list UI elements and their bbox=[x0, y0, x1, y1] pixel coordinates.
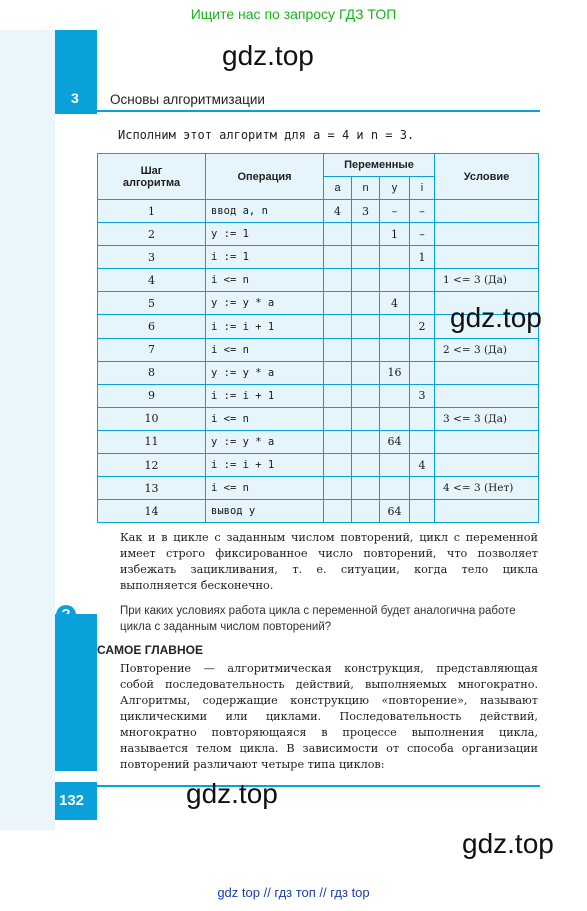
table-row bbox=[98, 477, 539, 500]
table-cell-i: 1 bbox=[410, 246, 435, 269]
table-cell-y: – bbox=[380, 200, 410, 223]
table-row bbox=[98, 338, 539, 361]
table-cell-i: 3 bbox=[410, 384, 435, 407]
table-row bbox=[98, 200, 539, 223]
table-cell-a bbox=[324, 361, 352, 384]
table-cell-operation: i := i + 1 bbox=[206, 454, 324, 477]
table-row bbox=[98, 384, 539, 407]
table-cell-y bbox=[380, 338, 410, 361]
table-cell-condition bbox=[435, 200, 539, 223]
table-cell-operation: i <= n bbox=[206, 477, 324, 500]
header-var-i: i bbox=[410, 177, 435, 200]
table-cell-step: 10 bbox=[98, 407, 206, 430]
table-cell-a bbox=[324, 338, 352, 361]
table-row bbox=[98, 223, 539, 246]
side-strip bbox=[0, 30, 55, 830]
header-var-n: n bbox=[352, 177, 380, 200]
table-cell-y bbox=[380, 269, 410, 292]
table-cell-a bbox=[324, 500, 352, 523]
table-cell-i bbox=[410, 500, 435, 523]
table-cell-operation: i <= n bbox=[206, 407, 324, 430]
table-cell-n bbox=[352, 315, 380, 338]
table-row bbox=[98, 430, 539, 453]
table-cell-step: 11 bbox=[98, 430, 206, 453]
table-cell-condition: 1 <= 3 (Да) bbox=[435, 269, 539, 292]
watermark: gdz.top bbox=[186, 778, 278, 809]
table-row bbox=[98, 361, 539, 384]
table-cell-operation: ввод a, n bbox=[206, 200, 324, 223]
top-banner[interactable]: Ищите нас по запросу ГДЗ ТОП bbox=[190, 6, 397, 22]
table-cell-operation: i <= n bbox=[206, 269, 324, 292]
table-cell-n bbox=[352, 338, 380, 361]
chapter-title: Основы алгоритмизации bbox=[110, 92, 265, 107]
table-cell-step: 4 bbox=[98, 269, 206, 292]
question-text: При каких условиях работа цикла с переменной будет аналогична работе цикла с заданным числом повторений? bbox=[120, 605, 516, 633]
table-cell-n bbox=[352, 454, 380, 477]
table-cell-a bbox=[324, 430, 352, 453]
table-cell-condition bbox=[435, 384, 539, 407]
table-cell-operation: i <= n bbox=[206, 338, 324, 361]
table-cell-a bbox=[324, 384, 352, 407]
table-cell-y bbox=[380, 384, 410, 407]
table-row bbox=[98, 500, 539, 523]
table-cell-step: 7 bbox=[98, 338, 206, 361]
table-cell-n bbox=[352, 407, 380, 430]
table-cell-step: 2 bbox=[98, 223, 206, 246]
table-cell-n bbox=[352, 269, 380, 292]
table-cell-y: 4 bbox=[380, 292, 410, 315]
header-condition: Условие bbox=[435, 154, 539, 200]
table-cell-n: 3 bbox=[352, 200, 380, 223]
header-var-y: y bbox=[380, 177, 410, 200]
table-cell-y bbox=[380, 315, 410, 338]
table-cell-i bbox=[410, 407, 435, 430]
table-cell-a bbox=[324, 454, 352, 477]
table-cell-condition: 4 <= 3 (Нет) bbox=[435, 477, 539, 500]
table-cell-operation: y := 1 bbox=[206, 223, 324, 246]
table-cell-a bbox=[324, 269, 352, 292]
table-cell-condition bbox=[435, 430, 539, 453]
table-cell-operation: y := y * a bbox=[206, 430, 324, 453]
table-cell-n bbox=[352, 292, 380, 315]
paragraph-loop-with-variable: Как и в цикле с заданным числом повторений, цикл с переменной имеет строго фиксированное число повторений, что позволяет избежать зацикливания, т. е. ситуации, когда тело цикла выполняется бесконечно. bbox=[120, 531, 538, 592]
table-cell-y: 1 bbox=[380, 223, 410, 246]
table-cell-condition bbox=[435, 246, 539, 269]
page-number: 132 bbox=[59, 792, 85, 809]
page-number-tab bbox=[55, 782, 97, 820]
table-cell-n bbox=[352, 361, 380, 384]
table-cell-step: 1 bbox=[98, 200, 206, 223]
summary-text: Повторение — алгоритмическая конструкция, представляющая собой последовательность действий, выполняемых многократно. Алгоритмы, содержащие конструкцию «повторение», называют циклическими или циклами. Последовательность действий, многократно повторяющаяся в процессе выполнения цикла, называется телом цикла. В зависимости от способа организации повторений различают четыре типа циклов: bbox=[120, 662, 538, 771]
table-cell-step: 3 bbox=[98, 246, 206, 269]
table-cell-i: – bbox=[410, 223, 435, 246]
table-cell-condition bbox=[435, 223, 539, 246]
header-operation: Операция bbox=[206, 154, 324, 200]
table-cell-n bbox=[352, 223, 380, 246]
table-cell-n bbox=[352, 246, 380, 269]
table-cell-y bbox=[380, 454, 410, 477]
table-cell-y bbox=[380, 246, 410, 269]
table-cell-step: 5 bbox=[98, 292, 206, 315]
table-cell-operation: i := i + 1 bbox=[206, 384, 324, 407]
table-cell-step: 12 bbox=[98, 454, 206, 477]
table-cell-i bbox=[410, 269, 435, 292]
table-cell-y: 64 bbox=[380, 430, 410, 453]
table-cell-n bbox=[352, 500, 380, 523]
table-cell-condition bbox=[435, 500, 539, 523]
table-cell-a bbox=[324, 246, 352, 269]
chapter-tab bbox=[55, 30, 97, 114]
table-cell-operation: y := y * a bbox=[206, 361, 324, 384]
table-cell-y bbox=[380, 477, 410, 500]
table-cell-operation: вывод y bbox=[206, 500, 324, 523]
table-cell-y: 16 bbox=[380, 361, 410, 384]
table-row bbox=[98, 454, 539, 477]
table-cell-a bbox=[324, 315, 352, 338]
table-cell-i: 2 bbox=[410, 315, 435, 338]
table-cell-i bbox=[410, 361, 435, 384]
summary-tab bbox=[55, 614, 97, 771]
table-cell-n bbox=[352, 430, 380, 453]
table-row bbox=[98, 269, 539, 292]
table-cell-operation: y := y * a bbox=[206, 292, 324, 315]
header-var-a: a bbox=[324, 177, 352, 200]
watermark: gdz.top bbox=[450, 302, 542, 333]
table-cell-y bbox=[380, 407, 410, 430]
table-cell-operation: i := i + 1 bbox=[206, 315, 324, 338]
summary-heading: САМОЕ ГЛАВНОЕ bbox=[97, 643, 203, 657]
table-cell-a bbox=[324, 223, 352, 246]
table-cell-y: 64 bbox=[380, 500, 410, 523]
table-cell-step: 14 bbox=[98, 500, 206, 523]
table-cell-condition bbox=[435, 361, 539, 384]
table-cell-i bbox=[410, 292, 435, 315]
table-cell-condition: 2 <= 3 (Да) bbox=[435, 338, 539, 361]
watermark: gdz.top bbox=[222, 40, 314, 71]
chapter-divider bbox=[97, 110, 540, 112]
table-cell-a: 4 bbox=[324, 200, 352, 223]
table-cell-i: 4 bbox=[410, 454, 435, 477]
chapter-number: 3 bbox=[71, 90, 79, 106]
table-cell-i bbox=[410, 430, 435, 453]
table-cell-i bbox=[410, 338, 435, 361]
table-cell-i: – bbox=[410, 200, 435, 223]
table-cell-operation: i := 1 bbox=[206, 246, 324, 269]
table-cell-a bbox=[324, 292, 352, 315]
table-cell-i bbox=[410, 477, 435, 500]
intro-line: Исполним этот алгоритм для a = 4 и n = 3. bbox=[118, 128, 415, 142]
table-row bbox=[98, 246, 539, 269]
table-cell-step: 8 bbox=[98, 361, 206, 384]
header-variables: Переменные bbox=[324, 154, 435, 177]
watermark: gdz.top bbox=[462, 828, 554, 859]
table-cell-condition: 3 <= 3 (Да) bbox=[435, 407, 539, 430]
table-cell-condition bbox=[435, 454, 539, 477]
header-step: Шаг алгоритма bbox=[98, 154, 206, 200]
table-cell-step: 9 bbox=[98, 384, 206, 407]
trace-table bbox=[97, 153, 539, 523]
table-cell-n bbox=[352, 477, 380, 500]
footer-links[interactable]: gdz top // гдз топ // гдз top bbox=[217, 885, 370, 900]
table-cell-a bbox=[324, 477, 352, 500]
table-row bbox=[98, 407, 539, 430]
footer-divider bbox=[97, 785, 540, 787]
table-cell-n bbox=[352, 384, 380, 407]
table-cell-step: 6 bbox=[98, 315, 206, 338]
table-cell-step: 13 bbox=[98, 477, 206, 500]
table-cell-a bbox=[324, 407, 352, 430]
